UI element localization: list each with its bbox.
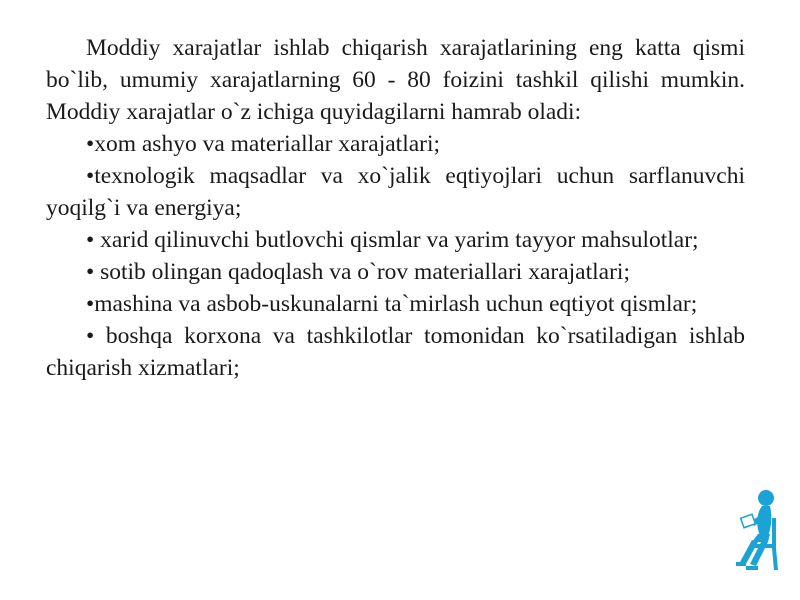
list-item: •mashina va asbob-uskunalarni ta`mirlash uchun eqtiyot qismlar;: [86, 291, 698, 317]
seated-person-reading-icon: [728, 488, 784, 572]
body-text: [46, 32, 745, 384]
list-item: • boshqa korxona va tashkilotlar tomonidan ko`rsatiladigan ishlab chiqarish xizmatlari;: [46, 323, 745, 381]
list-item: •texnologik maqsadlar va xo`jalik eqtiyojlari uchun sarflanuvchi yoqilg`i va energiya;: [46, 163, 745, 221]
paragraph-intro: Moddiy xarajatlar ishlab chiqarish xarajatlarining eng katta qismi bo`lib, umumiy xarajatlarning 60 - 80 foizini tashkil qilishi mumkin. Moddiy xarajatlar o`z ichiga quyidagilarni hamrab oladi:: [46, 35, 745, 125]
list-item: • sotib olingan qadoqlash va o`rov materiallari xarajatlari;: [86, 259, 630, 285]
list-item: • xarid qilinuvchi butlovchi qismlar va yarim tayyor mahsulotlar;: [86, 227, 699, 253]
list-item: •xom ashyo va materiallar xarajatlari;: [86, 131, 441, 157]
